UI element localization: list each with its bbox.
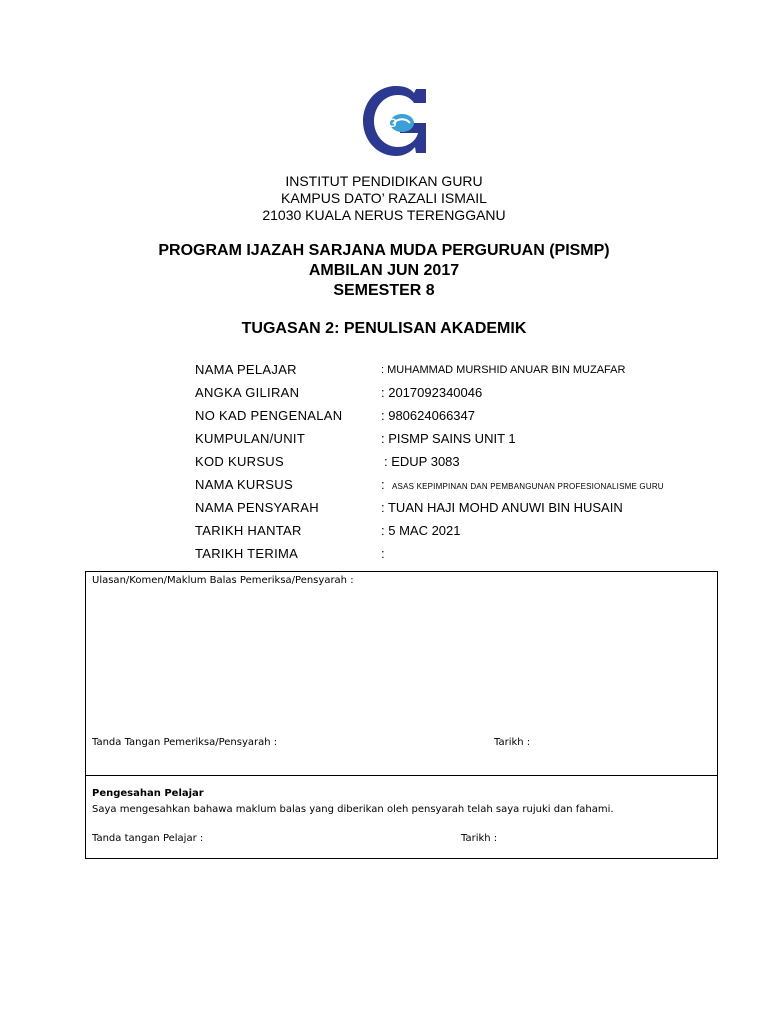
field-label: NAMA KURSUS — [195, 477, 293, 492]
institution-line-2: KAMPUS DATO’ RAZALI ISMAIL — [281, 190, 487, 206]
field-label: ANGKA GILIRAN — [195, 385, 300, 400]
student-confirmation-box — [85, 775, 718, 859]
field-row — [195, 500, 755, 520]
field-value: : 5 MAC 2021 — [381, 523, 461, 538]
field-label: NO KAD PENGENALAN — [195, 408, 343, 423]
field-value: : 980624066347 — [381, 408, 475, 423]
field-row — [195, 523, 755, 543]
examiner-date-label: Tarikh : — [494, 737, 531, 748]
field-label: KUMPULAN/UNIT — [195, 431, 306, 446]
program-line-3: SEMESTER 8 — [333, 282, 435, 299]
field-label: KOD KURSUS — [195, 454, 284, 469]
assignment-title: TUGASAN 2: PENULISAN AKADEMIK — [241, 320, 527, 337]
field-value: : — [381, 477, 385, 492]
field-row — [195, 454, 755, 474]
field-label: TARIKH HANTAR — [195, 523, 302, 538]
field-value: : — [381, 546, 385, 561]
field-label: TARIKH TERIMA — [195, 546, 299, 561]
field-row — [195, 408, 755, 428]
field-label: NAMA PELAJAR — [195, 362, 297, 377]
student-date-label: Tarikh : — [461, 833, 498, 844]
student-confirmation-statement: Saya mengesahkan bahawa maklum balas yang diberikan oleh pensyarah telah saya rujuki dan fahami. — [92, 804, 614, 815]
field-value: : 2017092340046 — [381, 385, 483, 400]
field-row — [195, 477, 755, 497]
feedback-box — [85, 571, 718, 776]
field-row — [195, 431, 755, 451]
field-row — [195, 362, 755, 382]
feedback-heading: Ulasan/Komen/Maklum Balas Pemeriksa/Pensyarah : — [92, 575, 354, 586]
field-label: NAMA PENSYARAH — [195, 500, 319, 515]
student-confirmation-heading: Pengesahan Pelajar — [92, 788, 204, 799]
ipg-logo-icon — [360, 85, 430, 157]
field-row — [195, 546, 755, 566]
field-value: : TUAN HAJI MOHD ANUWI BIN HUSAIN — [381, 500, 623, 515]
student-signature-label: Tanda tangan Pelajar : — [92, 833, 204, 844]
field-value: : MUHAMMAD MURSHID ANUAR BIN MUZAFAR — [381, 364, 626, 376]
examiner-signature-label: Tanda Tangan Pemeriksa/Pensyarah : — [92, 737, 278, 748]
svg-text:IPG: IPG — [376, 116, 397, 130]
program-line-2: AMBILAN JUN 2017 — [308, 262, 460, 279]
institution-line-1: INSTITUT PENDIDIKAN GURU — [285, 173, 483, 189]
field-value: : PISMP SAINS UNIT 1 — [381, 431, 516, 446]
field-value: : EDUP 3083 — [384, 454, 460, 469]
institution-line-3: 21030 KUALA NERUS TERENGGANU — [262, 207, 506, 223]
course-name-value: ASAS KEPIMPINAN DAN PEMBANGUNAN PROFESIONALISME GURU — [392, 482, 664, 491]
program-line-1: PROGRAM IJAZAH SARJANA MUDA PERGURUAN (PISMP) — [158, 242, 610, 259]
field-row — [195, 385, 755, 405]
